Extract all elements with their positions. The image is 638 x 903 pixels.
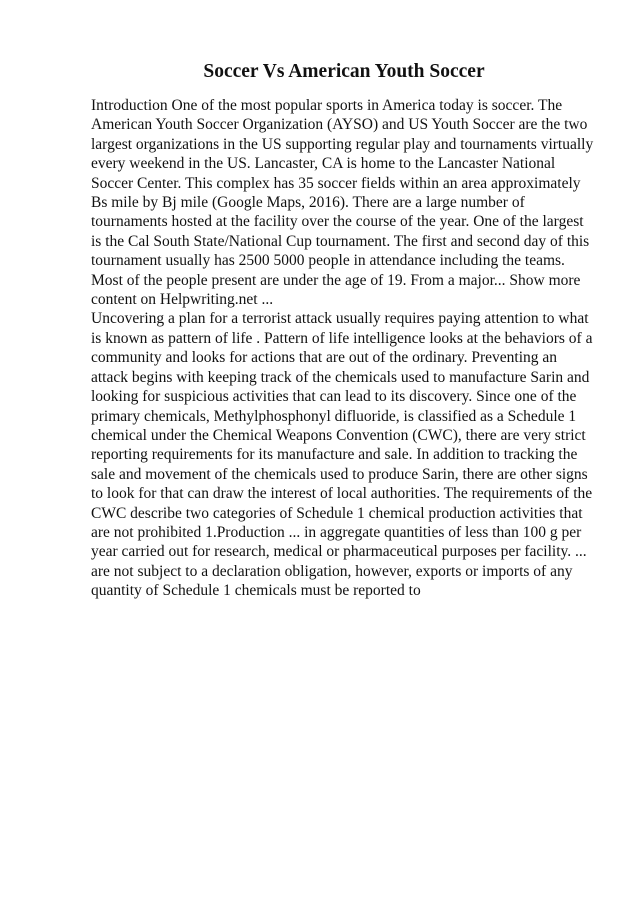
- page-title: Soccer Vs American Youth Soccer: [203, 61, 485, 82]
- document-body: [91, 96, 594, 601]
- paragraph-introduction: Introduction One of the most popular sports in America today is soccer. The American Youth Soccer Organization (AYSO) and US Youth Soccer are the two largest organizations in the US supporting regular play and tournaments virtually every weekend in the US. Lancaster, CA is home to the Lancaster National Soccer Center. This complex has 35 soccer fields within an area approximately Bs mile by Bj mile (Google Maps, 2016). There are a large number of tournaments hosted at the facility over the course of the year. One of the largest is the Cal South State/National Cup tournament. The first and second day of this tournament usually has 2500 5000 people in attendance including the teams. Most of the people present are under the age of 19. From a major... Show more content on Helpwriting.net ...: [91, 97, 594, 309]
- paragraph-terrorist-attack: Uncovering a plan for a terrorist attack usually requires paying attention to what is known as pattern of life . Pattern of life intelligence looks at the behaviors of a community and looks for actions that are out of the ordinary. Preventing an attack begins with keeping track of the chemicals used to manufacture Sarin and looking for suspicious activities that can lead to its discovery. Since one of the primary chemicals, Methylphosphonyl difluoride, is classified as a Schedule 1 chemical under the Chemical Weapons Convention (CWC), there are very strict reporting requirements for its manufacture and sale. In addition to tracking the sale and movement of the chemicals used to produce Sarin, there are other signs to look for that can draw the interest of local authorities. The requirements of the CWC describe two categories of Schedule 1 chemical production activities that are not prohibited 1.Production ... in aggregate quantities of less than 100 g per year carried out for research, medical or pharmaceutical purposes per facility. ... are not subject to a declaration obligation, however, exports or imports of any quantity of Schedule 1 chemicals must be reported to: [91, 310, 593, 600]
